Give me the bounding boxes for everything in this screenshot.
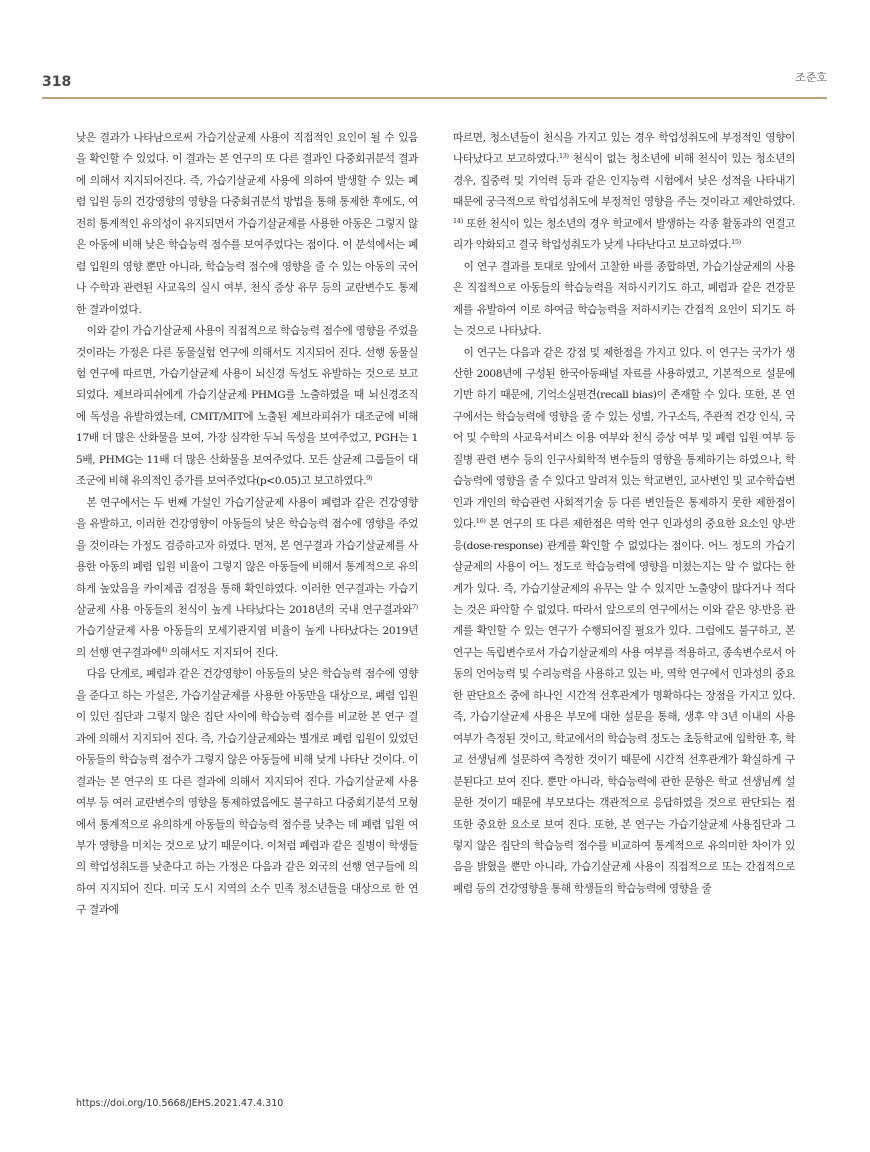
paragraph-text: 의해서도 지지되어 진다. xyxy=(167,646,278,659)
paragraph: 다음 단계로, 폐렴과 같은 건강영향이 아동들의 낮은 학습능력 점수에 영향을 준다고 하는 가설은, 가습기살균제를 사용한 아동만을 대상으로, 폐렴 입원이 있던 집단과 그렇지 않은 집단 사이에 학습능력 점수를 비교한 본 연구 결과에 의해서 지지되어 진다. 즉, 가습기살균제와는 별개로 폐렴 입원이 있었던 아동들의 학습능력 점수가 그렇지 않은 아동들에 비해 낮게 나타난 것이다. 이 결과는 본 연구의 또 다른 결과에 의해서 지지되어 진다. 가습기살균제 사용 여부 등 여러 교란변수의 영향을 통제하였음에도 불구하고 다중회기분석 모형에서 통계적으로 유의하게 아동들의 학습능력 점수를 낮추는 데 폐렴 입원 여부가 영향을 미치는 것으로 났기 때문이다. 이처럼 폐렴과 같은 질병이 학생들의 학업성취도를 낮춘다고 하는 가정은 다음과 같은 외국의 선행 연구들에 의하여 지지되어 진다. 미국 도시 지역의 소수 민족 청소년들을 대상으로 한 연구 결과에 xyxy=(76,668,418,917)
running-header-author: 조준호 xyxy=(795,71,827,84)
paragraph-text: 이 연구는 다음과 같은 강점 및 제한점을 가지고 있다. 이 연구는 국가가 생산한 2008년에 구성된 한국아동패널 자료를 사용하였고, 기본적으로 설문에 기반 하기 때문에, 기억소실편견(recall bias)이 존재할 수 있다. 또한, 본 연구에서는 학습능력에 영향을 줄 수 있는 성별, 가구소득, 주관적 건강 인식, 국어 및 수학의 사교육서비스 이용 여부와 천식 증상 여부 및 폐렴 입원 여부 등 질병 관련 변수 등의 인구사회학적 변수들의 영향을 통제하기는 하였으나, 학습능력에 영향을 줄 수 있다고 알려져 있는 학교변인, 교사변인 및 교수학습변인과 개인의 학습관련 사회적기술 등 다른 변인들은 통제하지 못한 제한점이 있다. xyxy=(453,346,795,531)
right-column xyxy=(453,128,795,900)
citation-ref: 16) xyxy=(475,517,486,526)
paragraph-text: 천식이 없는 청소년에 비해 천식이 있는 청소년의 경우, 집중력 및 기억력 등과 같은 인지능력 시험에서 낮은 성적을 나타내기 때문에 궁극적으로 학업성취도에 부정적인 영향을 주는 것이라고 제안하였다. xyxy=(453,153,796,209)
citation-ref: 14) xyxy=(453,216,463,225)
paragraph xyxy=(76,321,418,493)
citation-ref: 9) xyxy=(366,474,373,483)
doi-link[interactable]: https://doi.org/10.5668/JEHS.2021.47.4.310 xyxy=(76,1098,284,1109)
paragraph-text: 또한 천식이 있는 청소년의 경우 학교에서 발생하는 각종 활동과의 연결고리가 약화되고 결국 학업성취도가 낮게 나타난다고 보고하였다. xyxy=(453,217,795,252)
paragraph-text: 본 연구에서는 두 번째 가설인 가습기살균제 사용이 폐렴과 같은 건강영향을 유발하고, 이러한 건강영향이 아동들의 낮은 학습능력 점수에 영향을 주었을 것이라는 가정도 검증하고자 하였다. 먼저, 본 연구결과 가습기살균제를 사용한 아동의 폐렴 입원 비율이 그렇지 않은 아동들에 비해서 통계적으로 유의하게 높았음을 카이제곱 검정을 통해 확인하였다. 이러한 연구결과는 가습기살균제 사용 아동들의 천식이 높게 나타났다는 2018년의 국내 연구결과와 xyxy=(76,496,418,616)
left-column xyxy=(76,128,418,922)
paragraph: 이 연구 결과를 토대로 앞에서 고찰한 바를 종합하면, 가습기살균제의 사용은 직접적으로 아동들의 학습능력을 저하시키기도 하고, 폐렴과 같은 건강문제를 유발하여 이로 하여금 학습능력을 저하시키는 간접적 요인이 되기도 하는 것으로 나타났다. xyxy=(453,260,795,338)
citation-ref: 13) xyxy=(558,152,569,161)
paragraph-text: 따르면, 청소년들이 천식을 가지고 있는 경우 학업성취도에 부정적인 영향이 나타났다고 보고하였다. xyxy=(453,132,795,166)
paragraph-text: 본 연구의 또 다른 제한점은 역학 연구 인과성의 중요한 요소인 양-반응(dose-response) 관계를 확인할 수 없었다는 점이다. 어느 정도의 가습기살균제의 사용이 어느 정도로 학습능력에 영향을 미쳤는지는 알 수 없다는 한계가 있다. 즉, 가습기살균제의 유무는 알 수 있지만 노출양이 많다거나 적다는 것은 파악할 수 없었다. 따라서 앞으로의 연구에서는 이와 같은 양-반응 관계를 확인할 수 있는 연구가 수행되어질 필요가 있다. 그럼에도 불구하고, 본 연구는 독립변수로서 가습기살균제의 사용 여부를 적용하고, 종속변수로서 아동의 언어능력 및 수리능력을 사용하고 있는 바, 역학 연구에서 인과성의 중요한 판단요소 중에 하나인 시간적 선후관계가 명확하다는 장점을 가지고 있다. 즉, 가습기살균제 사용은 부모에 대한 설문을 통해, 생후 약 3년 이내의 사용 여부가 측정된 것이고, 학교에서의 학습능력 정도는 초등학교에 입학한 후, 학교 선생님께 설문하여 측정한 것이기 때문에 시간적 선후관계가 확실하게 구분된다고 보여 진다. 뿐만 아니라, 학습능력에 관한 문항은 학교 선생님께 설문한 것이기 때문에 부모보다는 객관적으로 응답하였을 것으로 판단되는 점 또한 중요한 요소로 보여 진다. 또한, 본 연구는 가습기살균제 사용집단과 그렇지 않은 집단의 학습능력 점수를 비교하여 통계적으로 유의미한 차이가 있음을 밝혔을 뿐만 아니라, 가습기살균제 사용이 직접적으로 또는 간접적으로 폐렴 등의 건강영향을 통해 학생들의 학습능력에 영향을 줄 xyxy=(453,518,795,895)
paragraph-continued xyxy=(453,128,795,257)
paragraph xyxy=(76,493,418,665)
paragraph-text: 이와 같이 가습기살균제 사용이 직접적으로 학습능력 점수에 영향을 주었을 것이라는 가정은 다른 동물실험 연구에 의해서도 지지되어 진다. 선행 동물실험 연구에 따르면, 가습기살균제 사용이 뇌신경 독성도 유발하는 것으로 보고되었다. 제브라피쉬에게 가습기살균제 PHMG를 노출하였을 때 뇌신경조직에 독성을 유발하였는데, CMIT/MIT에 노출된 제브라피쉬가 대조군에 비해 17배 더 많은 산화물을 보여, 가장 심각한 두뇌 독성을 보여주었고, PGH는 15배, PHMG는 11배 더 많은 산화물을 보여주었다. 모든 살균제 그룹들이 대조군에 비해 유의적인 증가를 보여주었다(p<0.05)고 보고하였다. xyxy=(76,325,418,488)
citation-ref: 15) xyxy=(731,238,741,247)
citation-ref: 4) xyxy=(161,645,168,654)
paragraph-continued: 낮은 결과가 나타남으로써 가습기살균제 사용이 직접적인 요인이 될 수 있음을 확인할 수 있었다. 이 결과는 본 연구의 또 다른 결과인 다중회귀분석 결과에 의해서 지지되어진다. 즉, 가습기살균제 사용에 의하여 발생할 수 있는 폐렴 입원 등의 건강영향의 영향을 다중회귀분석 방법을 통해 통제한 후에도, 여전히 통계적인 유의성이 유지되면서 가습기살균제를 사용한 아동은 그렇지 않은 아동에 비해 낮은 학습능력 점수를 보여주었다는 점이다. 이 분석에서는 폐렴 입원의 영향 뿐만 아니라, 학습능력 점수에 영향을 줄 수 있는 아동의 국어나 수학과 관련된 사교육의 실시 여부, 천식 증상 유무 등의 교란변수도 통제한 결과이었다. xyxy=(76,132,418,316)
page-number: 318 xyxy=(42,74,72,90)
paragraph-text: 가습기살균제 사용 아동들의 모세기관지염 비율이 높게 나타났다는 2019년의 선행 연구결과에 xyxy=(76,625,418,659)
paragraph xyxy=(453,343,795,901)
header-rule xyxy=(42,97,827,99)
citation-ref: 7) xyxy=(412,602,418,611)
